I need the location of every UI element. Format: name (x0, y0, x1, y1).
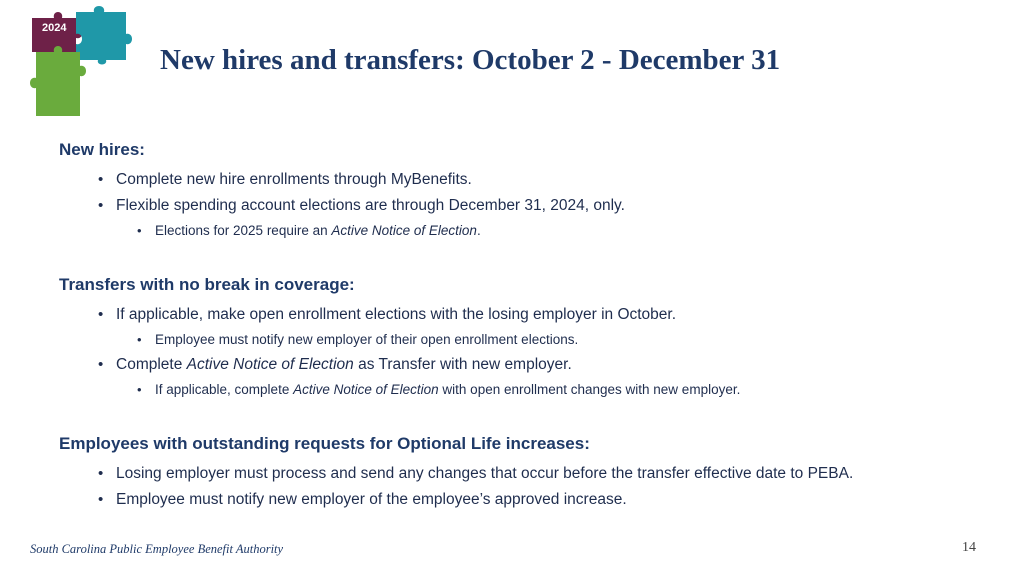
bullet-item: • Losing employer must process and send any changes that occur before the transfer effective date to PEBA. (116, 461, 999, 487)
puzzle-logo (28, 4, 152, 122)
puzzle-piece-green (30, 46, 86, 116)
bullet-text: . (476, 223, 481, 238)
bullet-emphasis: Active Notice of Election (186, 356, 354, 373)
puzzle-piece-teal (76, 6, 132, 65)
bullet-item (116, 352, 999, 378)
bullet-item: • Employee must notify new employer of the employee’s approved increase. (116, 487, 999, 513)
bullet-text: Complete (116, 356, 187, 373)
logo-year: 2024 (42, 22, 67, 34)
section-heading: Employees with outstanding requests for Optional Life increases: (59, 434, 590, 453)
footer-organization: South Carolina Public Employee Benefit Authority (30, 542, 284, 556)
sub-bullet-item: • Employee must notify new employer of their open enrollment elections. (155, 328, 999, 352)
page-number: 14 (962, 540, 976, 555)
bullet-item: • Complete new hire enrollments through MyBenefits. (116, 167, 999, 193)
section-heading: New hires: (59, 140, 145, 159)
bullet-text: as Transfer with new employer. (353, 356, 572, 373)
bullet-emphasis: Active Notice of Election (293, 382, 439, 397)
bullet-item: • Flexible spending account elections are through December 31, 2024, only. (116, 193, 999, 219)
puzzle-pieces-icon (28, 4, 152, 122)
sub-bullet-item (155, 219, 999, 243)
bullet-text: Elections for 2025 require an (155, 223, 332, 238)
section-transfers (59, 273, 999, 402)
bullet-emphasis: Active Notice of Election (331, 223, 477, 238)
content-body (59, 138, 999, 513)
bullet-item: • If applicable, make open enrollment elections with the losing employer in October. (116, 302, 999, 328)
bullet-text: If applicable, complete (155, 382, 294, 397)
bullet-text: with open enrollment changes with new employer. (438, 382, 741, 397)
page-title: New hires and transfers: October 2 - December 31 (160, 44, 781, 76)
sub-bullet-item (155, 378, 999, 402)
section-optional-life (59, 432, 999, 513)
section-new-hires (59, 138, 999, 243)
section-heading: Transfers with no break in coverage: (59, 275, 355, 294)
